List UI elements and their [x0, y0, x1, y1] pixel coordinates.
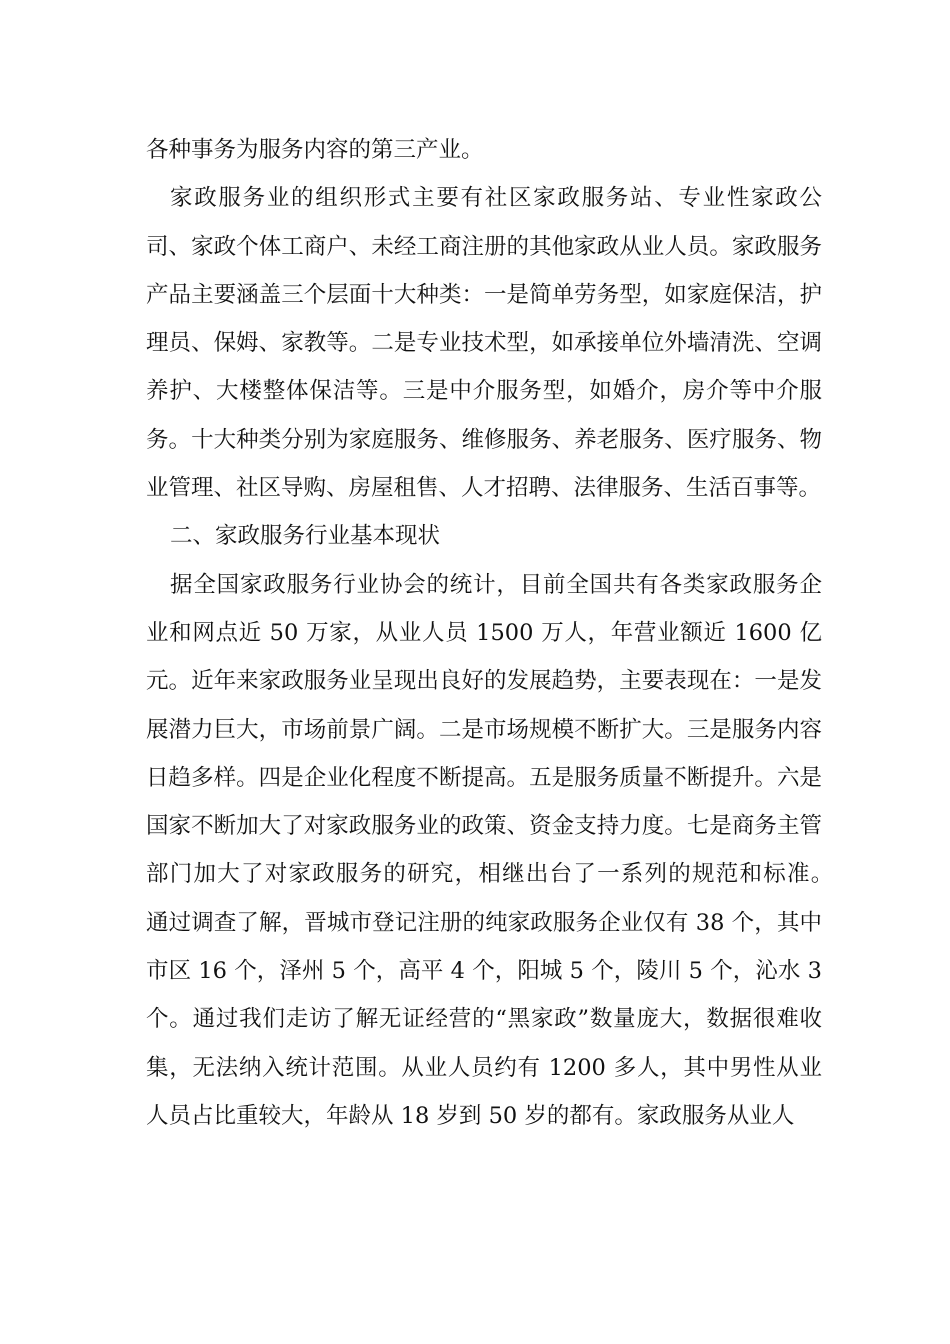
document-body — [146, 126, 845, 1140]
section-heading: 二、家政服务行业基本现状 — [170, 523, 441, 550]
paragraph-continuation: 各种事务为服务内容的第三产业。 — [146, 137, 484, 163]
paragraph-organization-forms: 家政服务业的组织形式主要有社区家政服务站、专业性家政公司、家政个体工商户、未经工商注册的其他家政从业人员。家政服务产品主要涵盖三个层面十大种类：一是简单劳务型，如家庭保洁，护理员、保姆、家教等。二是专业技术型，如承接单位外墙清洗、空调养护、大楼整体保洁等。三是中介服务型，如婚介，房介等中介服务。十大种类分别为家庭服务、维修服务、养老服务、医疗服务、物业管理、社区导购、房屋租售、人才招聘、法律服务、生活百事等。 — [146, 185, 822, 502]
paragraph-industry-status: 据全国家政服务行业协会的统计，目前全国共有各类家政服务企业和网点近 50 万家，从业人员 1500 万人，年营业额近 1600 亿元。近年来家政服务业呈现出良好的发展趋势，主要表现在：一是发展潜力巨大，市场前景广阔。二是市场规模不断扩大。三是服务内容日趋多样。四是企业化程度不断提高。五是服务质量不断提升。六是国家不断加大了对家政服务业的政策、资金支持力度。七是商务主管部门加大了对家政服务的研究，相继出台了一系列的规范和标准。 通过调查了解，晋城市登记注册的纯家政服务企业仅有 38 个，其中市区 16 个，泽州 5 个，高平 4 个，阳城 5 个，陵川 5 个，沁水 3 个。通过我们走访了解无证经营的“黑家政”数量庞大，数据很难收集，无法纳入统计范围。从业人员约有 1200 多人，其中男性从业人员占比重较大，年龄从 18 岁到 50 岁的都有。家政服务从业人 — [146, 571, 845, 1129]
